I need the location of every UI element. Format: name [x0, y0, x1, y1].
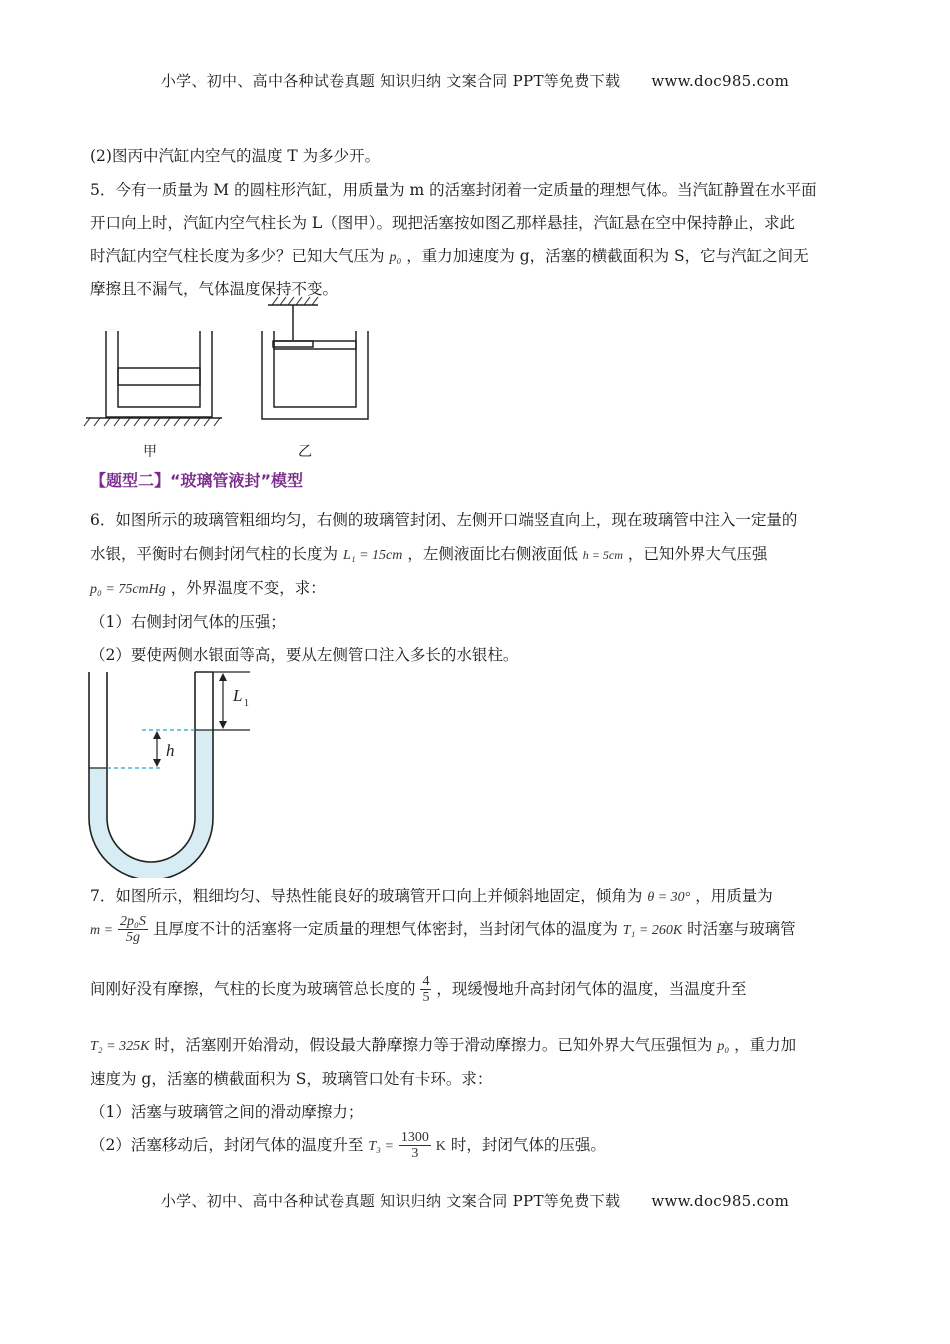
q7-line5: 速度为 g，活塞的横截面积为 S，玻璃管口处有卡环。求： — [90, 1070, 493, 1088]
q7-frac-den: 5 — [422, 990, 430, 1006]
q6-line2b: ，左侧液面比右侧液面低 — [407, 545, 578, 563]
q7-m-lhs: m = — [90, 922, 114, 938]
figure-yi-label: 乙 — [298, 444, 312, 460]
q7-part1: （1）活塞与玻璃管之间的滑动摩擦力； — [90, 1103, 364, 1121]
label-h: h — [166, 741, 175, 760]
u-tube-figure — [80, 668, 280, 878]
q5-line3a: 时汽缸内空气柱长度为多少？已知大气压为 — [90, 247, 385, 265]
q5-line1: 5．今有一质量为 M 的圆柱形汽缸，用质量为 m 的活塞封闭着一定质量的理想气体。当汽缸静置在水平面 — [90, 181, 817, 199]
q7-line1 — [90, 884, 773, 906]
q7-line4a: 时，活塞刚开始滑动，假设最大静摩擦力等于滑动摩擦力。已知外界大气压强恒为 — [154, 1036, 713, 1054]
q7-theta: θ = 30° — [647, 890, 691, 905]
q7-line4b: ，重力加 — [734, 1036, 797, 1054]
q7-line2b: 时活塞与玻璃管 — [687, 919, 796, 938]
q5-line3 — [90, 244, 809, 266]
q7-T1: T₁ = 260K — [622, 922, 683, 938]
q7-T3-num: 1300 — [400, 1130, 429, 1145]
q7-line4 — [90, 1033, 796, 1055]
q7-m-num: 2p₀S — [120, 914, 146, 929]
label-L1-sub: 1 — [244, 698, 249, 709]
q5-line3b: ，重力加速度为 g，活塞的横截面积为 S，它与汽缸之间无 — [406, 247, 809, 265]
q6-line1: 6．如图所示的玻璃管粗细均匀，右侧的玻璃管封闭、左侧开口端竖直向上，现在玻璃管中注入一定量的 — [90, 511, 798, 529]
q6-p0-value: p₀ = 75cmHg — [90, 582, 166, 597]
footer-site[interactable]: www.doc985.com — [651, 1192, 790, 1210]
figure-jia-label: 甲 — [143, 444, 157, 460]
q7-part2b: 时，封闭气体的压强。 — [450, 1135, 606, 1154]
label-L1: L — [233, 686, 243, 705]
q6-line2c: ，已知外界大气压强 — [627, 545, 768, 563]
page-footer — [0, 1190, 950, 1211]
q7-frac-num: 4 — [422, 974, 430, 989]
q6-line3 — [90, 576, 326, 598]
p0-symbol: p₀ — [389, 250, 402, 265]
cylinder-figures — [80, 295, 400, 435]
q5-line2: 开口向上时，汽缸内空气柱长为 L（图甲）。现把活塞按如图乙那样悬挂，汽缸悬在空中保持静止，求此 — [90, 214, 795, 232]
q6-h-value: h = 5cm — [582, 548, 623, 562]
q5-line4: 摩擦且不漏气，气体温度保持不变。 — [90, 280, 339, 298]
q4-part2: (2)图丙中汽缸内空气的温度 T 为多少开。 — [90, 147, 381, 165]
q7-line1a: 7．如图所示，粗细均匀、导热性能良好的玻璃管开口向上并倾斜地固定，倾角为 — [90, 887, 643, 905]
q7-T3-lhs: T₃ = — [368, 1138, 394, 1154]
section-title: 【题型二】“玻璃管液封”模型 — [90, 471, 304, 490]
figure-yi-cylinder — [262, 297, 368, 419]
header-site[interactable]: www.doc985.com — [651, 72, 790, 90]
q7-line3 — [90, 974, 746, 1006]
q6-line3b: ，外界温度不变，求： — [170, 579, 326, 597]
figure-jia-cylinder — [84, 331, 222, 426]
q7-line3a: 间刚好没有摩擦，气柱的长度为玻璃管总长度的 — [90, 979, 416, 998]
q7-T3-unit: K — [435, 1138, 446, 1154]
q6-line2 — [90, 542, 767, 564]
page-header — [0, 70, 950, 91]
q6-line2a: 水银，平衡时右侧封闭气柱的长度为 — [90, 545, 339, 563]
q7-line3b: ，现缓慢地升高封闭气体的温度，当温度升至 — [436, 979, 747, 998]
q7-line1b: ，用质量为 — [695, 887, 773, 905]
q7-T3-fraction — [399, 1130, 431, 1162]
q7-line2a: 且厚度不计的活塞将一定质量的理想气体密封，当封闭气体的温度为 — [152, 919, 618, 938]
q7-T3-den: 3 — [411, 1146, 419, 1162]
q7-m-den: 5g — [125, 930, 140, 946]
q7-part2a: （2）活塞移动后，封闭气体的温度升至 — [90, 1135, 364, 1154]
q7-four-fifths — [420, 974, 431, 1006]
q6-part2: （2）要使两侧水银面等高，要从左侧管口注入多长的水银柱。 — [90, 646, 519, 664]
q7-T2: T₂ = 325K — [90, 1039, 150, 1054]
q6-L1-value: L₁ = 15cm — [342, 548, 403, 563]
q7-p0: p₀ — [717, 1039, 730, 1054]
header-text: 小学、初中、高中各种试卷真题 知识归纳 文案合同 PPT等免费下载 — [160, 72, 621, 90]
q7-part2 — [90, 1130, 606, 1162]
q7-line2 — [90, 914, 796, 946]
footer-text: 小学、初中、高中各种试卷真题 知识归纳 文案合同 PPT等免费下载 — [160, 1192, 621, 1210]
q7-m-fraction — [118, 914, 148, 946]
q6-part1: （1）右侧封闭气体的压强； — [90, 613, 286, 631]
